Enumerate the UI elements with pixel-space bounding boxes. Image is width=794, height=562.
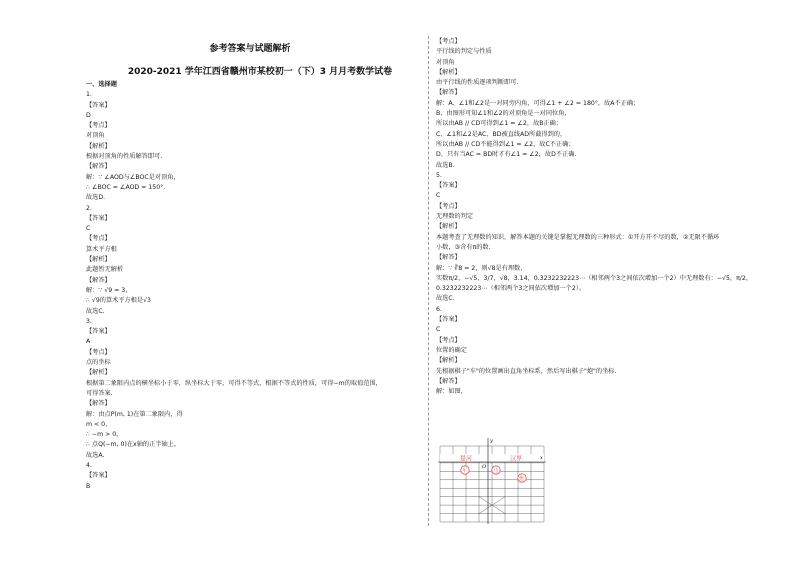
right-column-line: 【解析】 [436, 68, 461, 76]
river-left-label: 楚河 [460, 455, 473, 463]
left-column-line: 【解析】 [86, 369, 111, 377]
piece-horse-label: 马 [493, 468, 499, 474]
left-column-line: 【解析】 [86, 142, 111, 150]
left-column-line: 根据第二象限内点的横坐标小于零，纵坐标大于零，可得不等式，根据不等式的性质，可得−m的取值范围， [86, 379, 382, 387]
left-column-line: 故选D. [86, 194, 106, 202]
right-column-line: C [436, 192, 441, 200]
right-column-line: 解：如图， [436, 388, 467, 396]
left-column-line: 解：由点P(m, 1)在第二象限内，得 [86, 410, 183, 418]
right-column-line: 【解答】 [436, 377, 461, 385]
left-column-line: 对顶角 [86, 132, 105, 140]
left-column-line: 4. [86, 461, 92, 469]
right-column-line: 本题考查了无理数的知识，解答本题的关键是掌握无理数的三种形式：①开方开不尽的数，②无限不循环 [436, 233, 720, 241]
right-column-line: 0.3232232223⋯（相邻两个3之间依次增加一个2）。 [436, 285, 586, 293]
left-column-line: 【考点】 [86, 235, 111, 243]
document-title: 参考答案与试题解析 [209, 44, 291, 54]
right-column-line: 【答案】 [436, 316, 461, 324]
left-column-line: m < 0， [86, 420, 112, 428]
right-column-line: 【解析】 [436, 223, 461, 231]
right-column-line: 解：A、∠1和∠2是一对同旁内角，可得∠1 + ∠2 = 180°，故A不正确； [436, 99, 640, 107]
right-column-line: 平行线的判定与性质 [436, 48, 492, 56]
left-column-line: 解：∵ √9 = 3， [86, 286, 132, 294]
right-column-line: 由平行线的性质逐项判断即可. [436, 79, 519, 87]
right-column-line: 【考点】 [436, 38, 461, 45]
chess-board-figure [436, 436, 548, 526]
y-axis-label: y [490, 438, 493, 444]
right-column-line: 6. [436, 305, 442, 313]
left-column-line: A [86, 338, 91, 346]
right-column-line: 故选C. [436, 295, 455, 303]
x-axis-label: x [540, 455, 543, 461]
left-column-line: 解：∵ ∠AOD与∠BOC是对顶角， [86, 173, 180, 181]
right-column-line: 所以由AB // CD不能得到∠1 = ∠2，故C不正确； [436, 140, 575, 148]
piece-horse [492, 466, 500, 474]
left-column-line: 【考点】 [86, 348, 111, 356]
left-column-line: 【答案】 [86, 328, 111, 336]
right-column-line: 对顶角 [436, 58, 455, 66]
left-column-line: 【答案】 [86, 472, 111, 480]
left-column-line: 【考点】 [86, 122, 111, 130]
left-column-line: 【解答】 [86, 163, 111, 171]
left-column-line: 【解答】 [86, 276, 111, 284]
right-column-line: 【考点】 [436, 336, 461, 344]
piece-cannon [518, 474, 526, 482]
left-column-line: ∴ √9的算术平方根是√3 [86, 297, 151, 305]
origin-label: O [482, 464, 487, 470]
left-column-line: 1. [86, 91, 92, 99]
river-band [440, 454, 544, 462]
left-column-line: 故选C. [86, 307, 105, 315]
right-column-line: 先根据棋子"车"的位置画出直角坐标系，然后写出棋子"炮"的坐标. [436, 367, 617, 375]
right-column-line: 5. [436, 171, 442, 179]
right-column-line: D、只有当AC = BD时才有∠1 = ∠2，故D不正确. [436, 151, 577, 159]
left-column-line: 【答案】 [86, 214, 111, 222]
right-column-line: B、由图形可知∠1和∠2的对顶角是一对同位角， [436, 110, 571, 118]
document-subtitle: 2020-2021 学年江西省赣州市某校初一（下）3 月月考数学试卷 [127, 67, 393, 77]
right-column-line: 【解答】 [436, 254, 461, 262]
piece-chariot-label: 车 [462, 468, 468, 474]
left-column-line: 3. [86, 317, 92, 325]
left-column-line: 可得答案. [86, 389, 113, 397]
left-column-line: 此题暂无解析 [86, 266, 124, 274]
left-column-line: 算术平方根 [86, 245, 117, 253]
right-column-line: C、∠1和∠2是AC、BD被直线AD所截得到的， [436, 130, 567, 138]
left-column-line: C [86, 225, 91, 233]
right-column-line: 【考点】 [436, 202, 461, 210]
right-column-line: 【解答】 [436, 89, 461, 97]
column-divider [428, 36, 429, 526]
right-column-line: 位置的确定 [436, 346, 467, 354]
right-column-lines [436, 37, 766, 397]
piece-chariot [461, 466, 469, 474]
left-column-line: ∴ ∠BOC = ∠AOD = 150°. [86, 183, 166, 191]
right-column-line: C [436, 326, 441, 334]
left-column-line: 【答案】 [86, 101, 111, 109]
left-column-line: B [86, 482, 91, 490]
left-column-line: 2. [86, 204, 92, 212]
right-column-line: 实数π/2，−√5，3/7，√8，3.14，0.3232232223⋯（相邻两个3之间依次增加一个2）中无理数有：−√5，π/2， [436, 274, 753, 282]
left-column-line: 一、选择题 [86, 81, 117, 88]
left-column-line: ∴ −m > 0， [86, 431, 123, 439]
right-column-line: 小数，③含有π的数. [436, 243, 491, 251]
left-column-line: 【解答】 [86, 400, 111, 408]
right-column-line: 解：∵ ∛8 = 2，则√8是有理数， [436, 264, 527, 272]
river-right-label: 汉界 [510, 455, 523, 463]
right-column-line: 故选B. [436, 161, 455, 169]
left-column-line: D [86, 111, 91, 119]
piece-cannon-label: 炮 [519, 476, 525, 482]
right-column-line: 无理数的判定 [436, 213, 474, 221]
left-column-line: 故选A. [86, 451, 105, 459]
right-column-line: 【答案】 [436, 182, 461, 190]
left-column-lines [86, 80, 416, 492]
left-column-line: 【解析】 [86, 256, 111, 264]
right-column-line: 所以由AB // CD可得到∠1 = ∠2，故B正确； [436, 120, 563, 128]
left-column-line: 根据对顶角的性质解答即可. [86, 153, 163, 161]
left-column-line: ∴ 点Q(−m, 0)在x轴的正半轴上， [86, 441, 181, 449]
left-column-line: 点的坐标 [86, 359, 111, 367]
right-column-line: 【解析】 [436, 357, 461, 365]
